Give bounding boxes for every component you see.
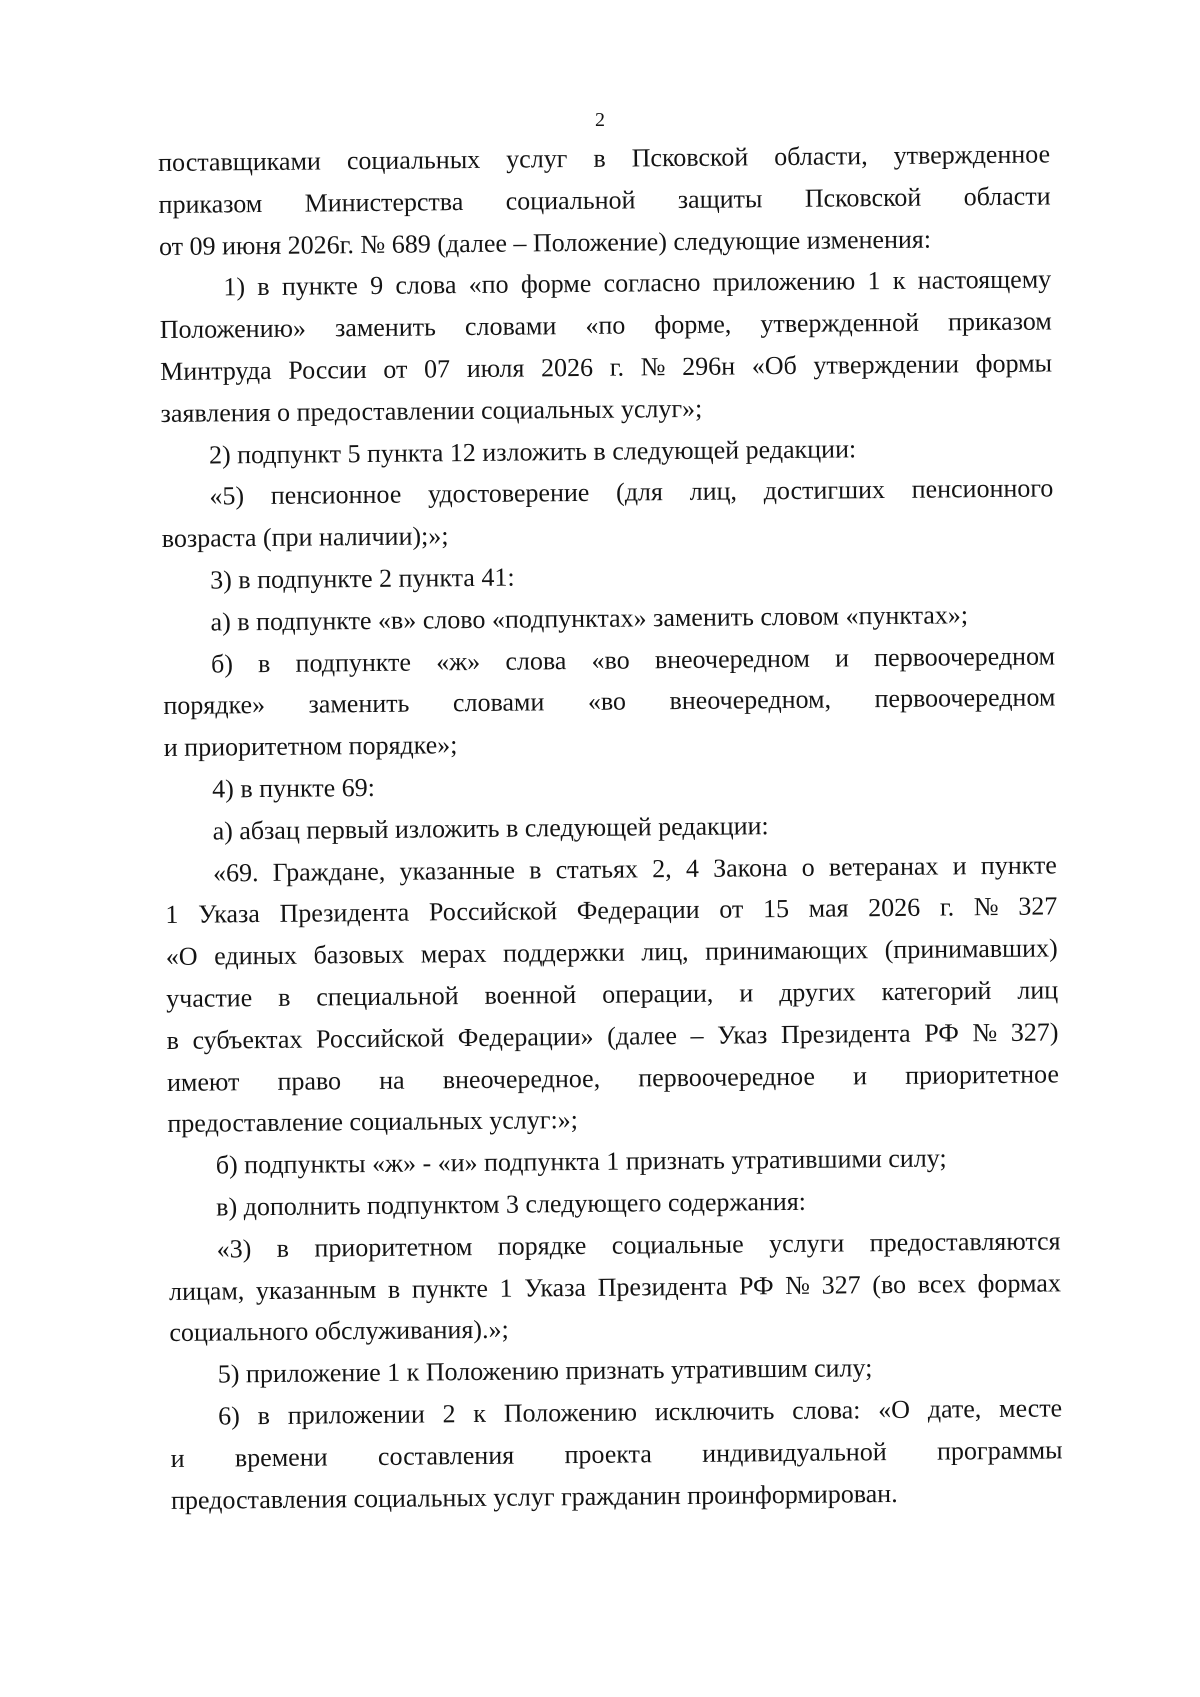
text-word: Федерации» [457,1021,594,1052]
text-line [170,1388,1062,1438]
text-word: единых [214,940,298,971]
text-word: мая [808,893,849,924]
text-word: на [379,1065,405,1095]
text-word: внеочередном, [669,684,832,716]
text-word: «69. [212,857,259,888]
text-word: к [473,1398,487,1428]
text-word: и [739,978,754,1008]
text-word: пункте [281,271,359,302]
text-word: военной [484,979,577,1010]
text-word: «по [585,310,626,341]
text-word: имеют [166,1066,240,1097]
text-word: слова: [792,1395,861,1425]
page-number: 2 [595,109,605,131]
text-word: в [166,1025,180,1055]
text-line: социального обслуживания).»; [169,1315,509,1348]
text-word: категорий [881,975,992,1007]
text-word: поддержки [502,937,625,968]
text-line [165,845,1057,895]
text-word: и [834,642,850,673]
text-word: социальные [611,1229,744,1260]
text-word: лиц, [641,937,689,967]
text-line [163,678,1055,728]
text-word: приказом [158,188,263,219]
text-word: слова [505,645,567,676]
text-word: Указа [524,1272,587,1303]
text-word: пункте [411,1273,489,1304]
text-word: указанным [255,1274,377,1305]
text-line: а) в подпункте «в» слово «подпунктах» заменить словом «пунктах»; [210,600,969,637]
text-word: 6) [218,1401,241,1431]
text-word: Псковской [804,182,922,213]
text-word: участие [166,983,253,1013]
text-word: Закона [712,852,788,883]
text-line: а) абзац первый изложить в следующей редакции: [212,810,769,846]
text-word: исключить [654,1396,775,1427]
text-word: № [973,892,999,922]
text-word: составления [377,1440,515,1471]
text-word: приказом [947,306,1052,337]
text-word: Российской [315,1023,445,1054]
text-word: утверждении [813,349,960,380]
text-word: Граждане, [272,856,386,887]
text-word: в [257,272,270,302]
text-word: в [387,1274,401,1304]
text-word: в [277,982,291,1012]
text-line [167,1054,1059,1104]
text-word: (во [872,1269,907,1299]
text-word: 327 [821,1269,861,1300]
text-word: в [593,143,606,173]
text-word: субъектах [192,1024,303,1055]
text-line: 4) в пункте 69: [212,772,376,804]
text-word: в [276,1233,290,1263]
text-word: Положению» [159,313,307,345]
text-word: услуг [506,144,568,174]
text-word: пункте [980,849,1057,880]
text-word: (принимавших) [884,933,1058,965]
text-word: внеочередное, [442,1063,601,1094]
text-word: внеочередном [654,643,810,674]
text-word: 2026 [540,352,594,383]
text-word: утвержденное [893,139,1051,170]
text-word: заменить [308,688,410,719]
text-word: 9 [370,271,384,301]
text-word: настоящему [917,264,1052,296]
text-word: 1 [867,266,881,296]
text-word: «во [591,645,630,675]
text-word: к [892,266,906,296]
text-word: 327) [1010,1017,1059,1047]
text-word: приложении [287,1399,425,1430]
text-word: лиц [1017,975,1059,1005]
text-word: июля [466,353,525,384]
text-line: предоставления социальных услуг гражданин проинформирован. [170,1478,898,1515]
text-word: Минтруда [160,355,272,386]
text-word: предоставляются [869,1226,1061,1257]
text-word: проекта [564,1439,652,1469]
text-word: в [529,854,542,885]
text-word: Президента [279,897,410,929]
text-line: б) подпункты «ж» - «и» подпункта 1 признать утратившими силу; [215,1143,947,1180]
text-word: заменить [334,312,437,343]
text-word: России [288,354,367,385]
text-word: – [690,1020,704,1050]
text-word: утвержденной [760,307,920,339]
text-word: 07 [423,354,451,384]
text-word: услуги [769,1228,845,1258]
text-word: 2 [442,1399,456,1429]
text-word: подпункте [295,647,412,678]
text-word: РФ [738,1270,774,1300]
text-word: о [801,852,815,882]
text-word: Президента [780,1018,911,1049]
text-word: пенсионное [270,480,402,511]
text-word: лиц, [689,476,738,507]
text-line [160,343,1052,393]
text-word: Министерства [304,186,464,218]
text-word: приоритетном [314,1231,473,1263]
text-line [169,1263,1061,1313]
text-word: форме [520,269,592,299]
text-line [161,469,1053,519]
text-word: формы [975,348,1053,379]
text-word: право [277,1065,342,1096]
text-word: 327 [1018,891,1058,922]
text-word: приложению [712,266,856,298]
text-word: первоочередном [874,682,1056,714]
text-word: в [257,1400,271,1431]
text-word: мерах [420,939,487,969]
text-line: 5) приложение 1 к Положению признать утратившим силу; [217,1353,873,1389]
text-word: «Об [751,350,797,381]
text-line: от 09 июня 2026г. № 689 (далее – Положение) следующие изменения: [158,224,932,261]
text-word: № [640,352,666,382]
text-word: социальных [346,144,481,176]
text-word: 4 [685,853,700,883]
text-word: первоочередном [874,640,1056,672]
text-word: статьях [555,853,639,884]
text-word: месте [998,1393,1063,1423]
text-word: лицам, [168,1275,245,1306]
text-line: возраста (при наличии);»; [161,521,449,554]
text-word: «во [587,686,627,717]
text-word: специальной [316,981,459,1012]
text-word: (для [615,477,664,507]
text-word: и [952,850,967,880]
text-word: принимающих [705,935,869,966]
text-line: 3) в подпункте 2 пункта 41: [210,562,515,595]
text-word: указанные [399,855,516,886]
text-word: области, [774,141,868,172]
text-word: удостоверение [427,478,590,509]
text-word: программы [936,1435,1063,1466]
text-word: достигших [763,475,886,506]
text-word: дате, [927,1394,982,1424]
text-word: пенсионного [911,473,1054,505]
text-word: 15 [762,894,790,924]
text-line: предоставление социальных услуг:»; [167,1105,579,1139]
text-word: слова [395,270,457,301]
document-body [158,134,1063,1522]
text-word: от [383,354,408,384]
text-word: г. [609,352,625,382]
text-word: «О [878,1394,911,1425]
text-word: 1 [165,900,179,930]
text-word: Федерации [576,895,700,926]
text-word: 1 [499,1273,513,1303]
text-word: Псковской [631,142,749,173]
text-line: в) дополнить подпунктом 3 следующего содержания: [216,1186,807,1222]
text-word: № [972,1017,998,1047]
text-word: № [785,1270,811,1300]
text-word: Российской [428,896,558,927]
text-word: и [852,1060,868,1090]
text-word: словами [452,687,545,718]
text-word: порядке» [163,690,266,721]
text-word: словами [464,311,557,342]
text-word: б) [210,648,234,679]
text-word: (далее [607,1020,678,1051]
text-word: базовых [313,939,405,970]
text-line: 2) подпункт 5 пункта 12 изложить в следующей редакции: [208,433,857,470]
text-word: защиты [677,183,763,214]
text-word: области [963,181,1051,212]
text-word: в [257,648,271,678]
text-word: ветеранах [828,851,939,882]
text-word: Указа [197,899,260,929]
text-word: Президента [597,1271,728,1302]
text-word: индивидуальной [702,1436,887,1468]
text-word: Положению [503,1397,638,1428]
text-word: формах [977,1267,1062,1298]
text-word: «О [165,941,198,972]
text-word: порядке [497,1230,587,1261]
text-word: форме, [654,309,732,340]
text-word: от [719,894,744,924]
text-word: «5) [209,481,245,511]
text-word: «по [468,270,509,300]
text-word: 2026 [868,893,921,923]
text-word: операции, [601,978,714,1009]
text-word: приоритетное [904,1058,1060,1090]
text-word: Указ [716,1019,768,1050]
text-word: всех [917,1268,967,1299]
text-line: заявления о предоставлении социальных услуг»; [160,393,703,428]
text-word: поставщиками [158,146,322,177]
text-word: «3) [216,1233,252,1264]
text-line: и приоритетном порядке»; [163,730,458,763]
text-word: времени [234,1442,328,1473]
text-word: 2, [652,853,672,883]
text-word: 1) [223,272,246,302]
text-word: РФ [924,1018,959,1048]
text-word: других [778,977,856,1008]
text-word: первоочередное [638,1061,816,1092]
text-word: «ж» [436,646,481,676]
text-word: и [170,1443,185,1473]
text-word: 296н [682,351,736,381]
text-word: социальной [505,185,636,216]
text-word: согласно [603,268,701,299]
text-word: г. [939,892,955,922]
